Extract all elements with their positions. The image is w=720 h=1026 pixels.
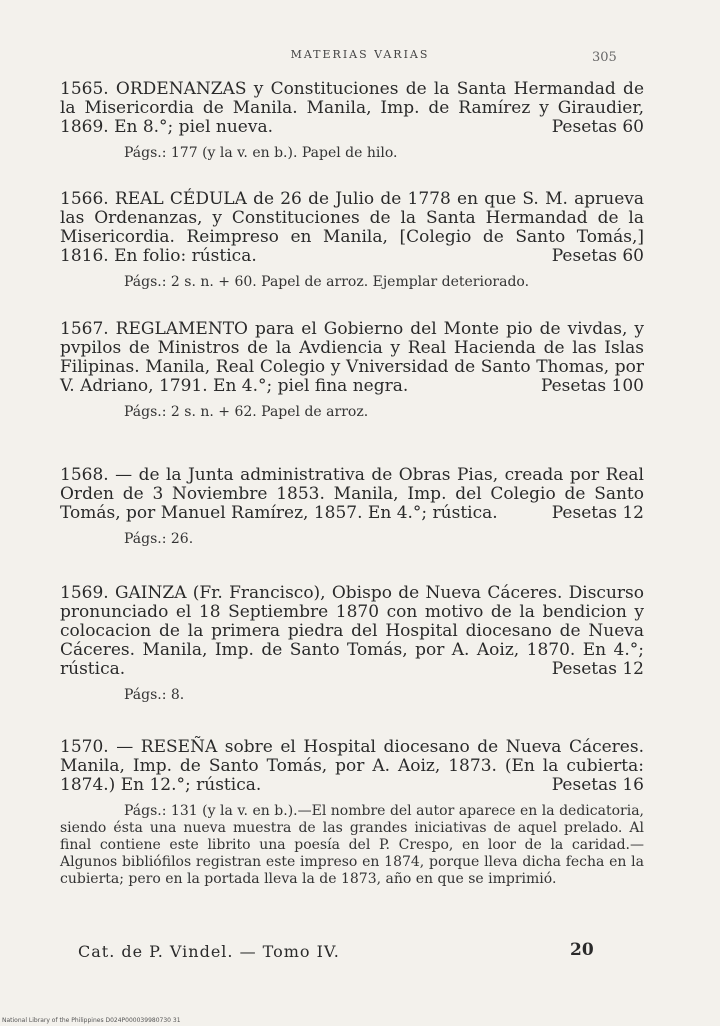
catalog-entry-1568 xyxy=(60,466,644,548)
entry-note: Págs.: 177 (y la v. en b.). Papel de hilo. xyxy=(124,145,398,161)
entry-note: Págs.: 8. xyxy=(124,687,185,703)
running-title: MATERIAS VARIAS xyxy=(290,48,430,61)
catalog-entry-1569 xyxy=(60,584,644,704)
entry-note: Págs.: 2 s. n. + 62. Papel de arroz. xyxy=(124,404,369,420)
entry-text: 1565. ORDENANZAS y Constituciones de la Santa Hermandad de la Misericordia de Manila. Manila, Imp. de Ramírez y Giraudier, 1869. En 8.°; piel nueva. xyxy=(60,79,644,137)
signature-mark: 20 xyxy=(570,940,594,960)
entry-price: Pesetas 12 xyxy=(551,503,644,523)
entry-note: Págs.: 131 (y la v. en b.).—El nombre del autor aparece en la dedicatoria, siendo ésta una nueva muestra de las grandes iniciativas de aquel prelado. Al final contiene este librito una poesía del P. Crespo, en loor de la caridad.—Algunos bibliófilos registran este impreso en 1874, porque lleva dicha fecha en la cubierta; pero en la portada lleva la de 1873, año en que se imprimió. xyxy=(60,803,644,887)
catalog-entry-1566 xyxy=(60,190,644,291)
entry-price: Pesetas 16 xyxy=(551,775,644,795)
entry-text: 1569. GAINZA (Fr. Francisco), Obispo de Nueva Cáceres. Discurso pronunciado el 18 Septiembre 1870 con motivo de la bendicion y colocacion de la primera piedra del Hospital diocesano de Nueva Cáceres. Manila, Imp. de Santo Tomás, por A. Aoiz, 1870. En 4.°; rústica. xyxy=(60,583,644,679)
catalog-entry-1570 xyxy=(60,738,644,888)
entry-price: Pesetas 12 xyxy=(551,659,644,679)
catalog-footer: Cat. de P. Vindel. — Tomo IV. xyxy=(78,942,340,961)
entry-text: 1566. REAL CÉDULA de 26 de Julio de 1778 en que S. M. aprueva las Ordenanzas, y Constituciones de la Santa Hermandad de la Misericordia. Reimpreso en Manila, [Colegio de Santo Tomás,] 1816. En folio: rústica. xyxy=(60,189,644,266)
entry-note: Págs.: 2 s. n. + 60. Papel de arroz. Ejemplar deteriorado. xyxy=(124,274,530,290)
entry-price: Pesetas 60 xyxy=(551,246,644,266)
catalog-entry-1567 xyxy=(60,320,644,421)
page-number: 305 xyxy=(592,50,617,65)
library-watermark: National Library of the Philippines D024P000039980730 31 xyxy=(2,1017,181,1024)
catalog-entry-1565 xyxy=(60,80,644,162)
entry-text: 1570. — RESEÑA sobre el Hospital diocesano de Nueva Cáceres. Manila, Imp. de Santo Tomás, por A. Aoiz, 1873. (En la cubierta: 1874.) En 12.°; rústica. xyxy=(60,737,644,795)
entry-price: Pesetas 60 xyxy=(551,117,644,137)
entry-text: 1568. — de la Junta administrativa de Obras Pias, creada por Real Orden de 3 Noviembre 1853. Manila, Imp. del Colegio de Santo Tomás, por Manuel Ramírez, 1857. En 4.°; rústica. xyxy=(60,465,644,523)
entry-note: Págs.: 26. xyxy=(124,531,194,547)
entry-price: Pesetas 100 xyxy=(540,376,644,396)
entry-text: 1567. REGLAMENTO para el Gobierno del Monte pio de vivdas, y pvpilos de Ministros de la Avdiencia y Real Hacienda de las Islas Filipinas. Manila, Real Colegio y Vniversidad de Santo Thomas, por V. Adriano, 1791. En 4.°; piel fina negra. xyxy=(60,319,644,396)
